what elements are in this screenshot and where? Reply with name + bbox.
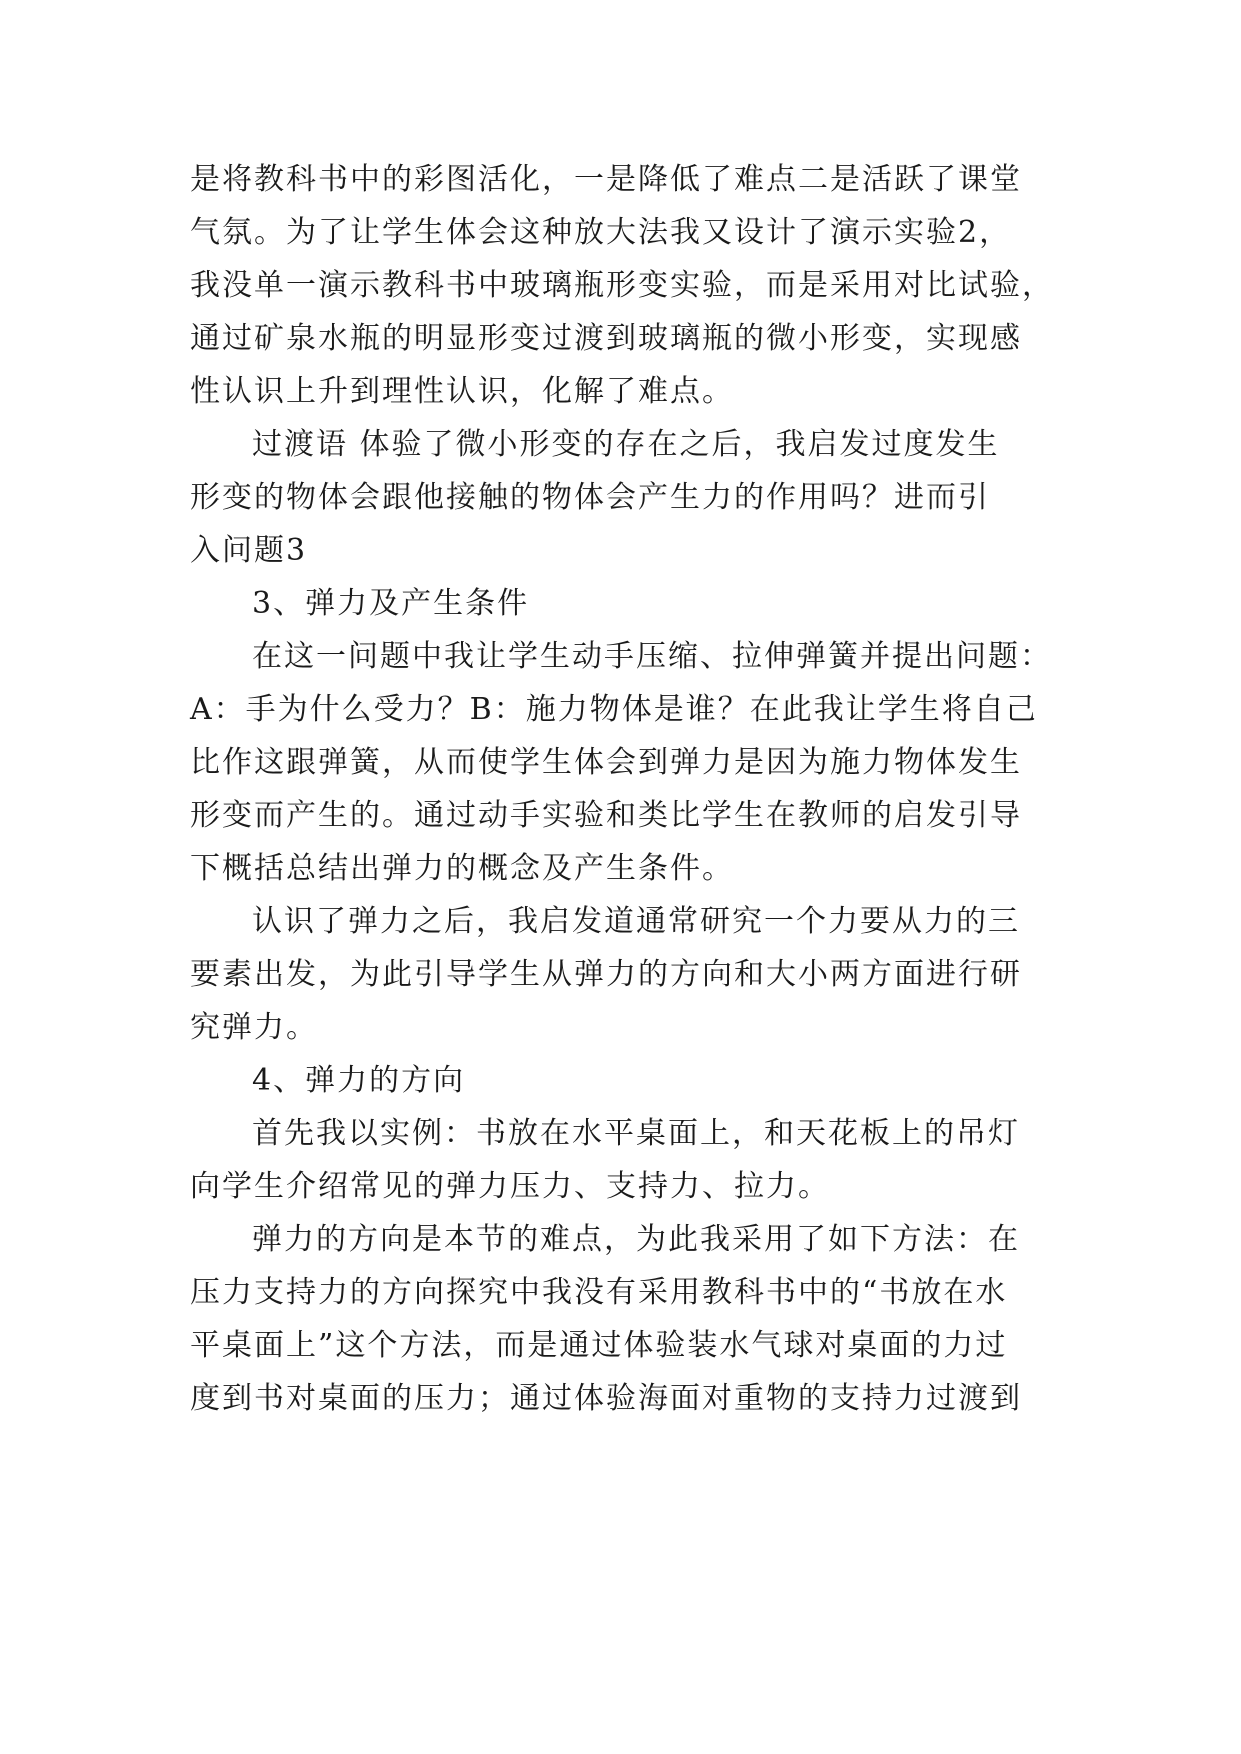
section-heading: 4、弹力的方向 [252, 1063, 466, 1098]
text-line: 形变而产生的。通过动手实验和类比学生在教师的启发引导 [190, 798, 1022, 833]
paragraph-first-line: 认识了弹力之后，我启发道通常研究一个力要从力的三 [252, 904, 1020, 939]
text-line: 我没单一演示教科书中玻璃瓶形变实验，而是采用对比试验， [190, 268, 1054, 303]
section-heading: 3、弹力及产生条件 [252, 586, 530, 621]
paragraph-first-line: 首先我以实例：书放在水平桌面上，和天花板上的吊灯 [252, 1116, 1020, 1151]
paragraph-first-line: 弹力的方向是本节的难点，为此我采用了如下方法：在 [252, 1222, 1020, 1257]
text-line: 向学生介绍常见的弹力压力、支持力、拉力。 [190, 1169, 830, 1204]
text-line: 比作这跟弹簧，从而使学生体会到弹力是因为施力物体发生 [190, 745, 1022, 780]
text-line: 要素出发，为此引导学生从弹力的方向和大小两方面进行研 [190, 957, 1022, 992]
paragraph-first-line: 过渡语 体验了微小形变的存在之后，我启发过度发生 [252, 427, 1000, 462]
text-line: 入问题3 [190, 533, 308, 568]
text-line: 通过矿泉水瓶的明显形变过渡到玻璃瓶的微小形变，实现感 [190, 321, 1022, 356]
text-line: 度到书对桌面的压力；通过体验海面对重物的支持力过渡到 [190, 1381, 1022, 1416]
text-line: 压力支持力的方向探究中我没有采用教科书中的“书放在水 [190, 1275, 1008, 1310]
paragraph-first-line: 在这一问题中我让学生动手压缩、拉伸弹簧并提出问题： [252, 639, 1052, 674]
text-line: 形变的物体会跟他接触的物体会产生力的作用吗？进而引 [190, 480, 990, 515]
text-line: A：手为什么受力？B：施力物体是谁？在此我让学生将自己 [190, 692, 1038, 727]
text-line: 是将教科书中的彩图活化，一是降低了难点二是活跃了课堂 [190, 162, 1022, 197]
text-line: 气氛。为了让学生体会这种放大法我又设计了演示实验2， [190, 215, 1012, 250]
text-line: 性认识上升到理性认识，化解了难点。 [190, 374, 734, 409]
text-line: 平桌面上”这个方法，而是通过体验装水气球对桌面的力过 [190, 1328, 1008, 1363]
text-line: 下概括总结出弹力的概念及产生条件。 [190, 851, 734, 886]
text-line: 究弹力。 [190, 1010, 318, 1045]
